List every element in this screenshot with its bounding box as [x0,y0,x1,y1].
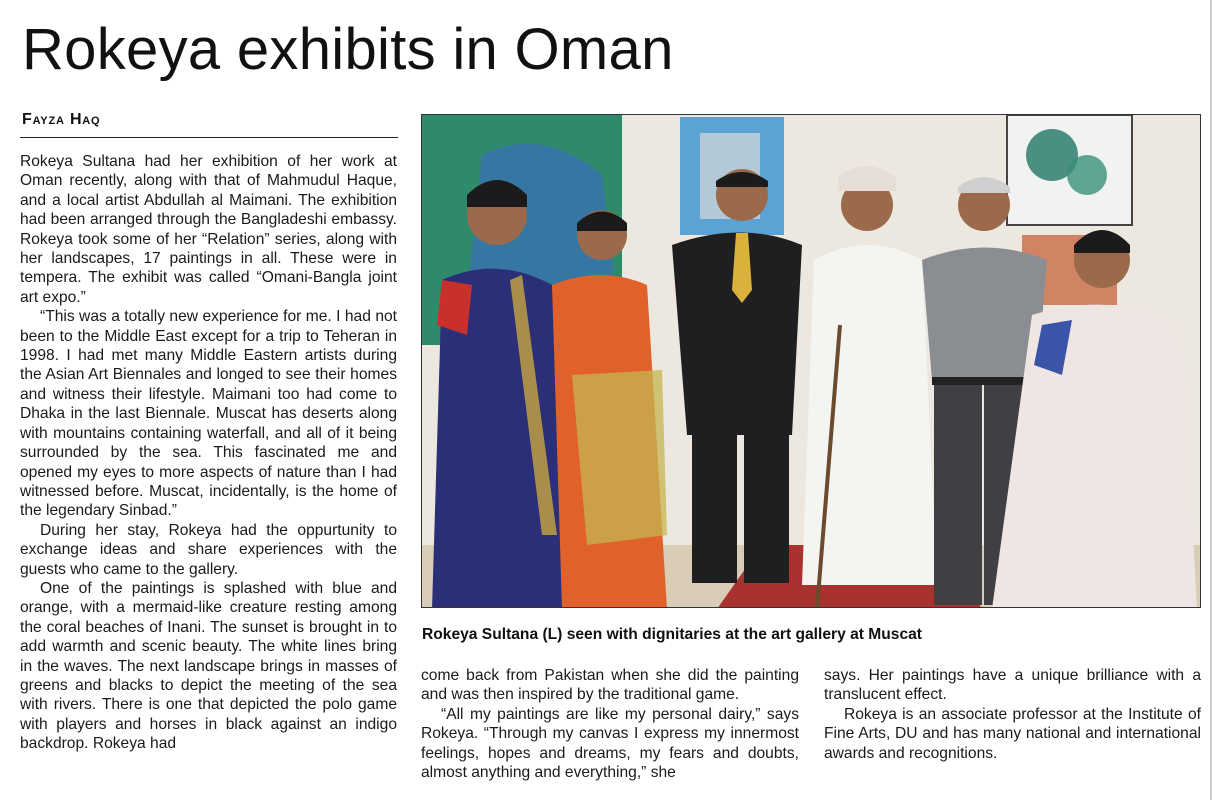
article-column-1 [20,152,397,754]
paragraph: come back from Pakistan when she did the painting and was then inspired by the traditional game. [421,667,799,704]
painting-flowers-bloom [1067,155,1107,195]
article-column-2 [421,666,799,782]
paragraph: Rokeya Sultana had her exhibition of her work at Oman recently, along with that of Mahmudul Haque, and a local artist Abdullah al Maimani. The exhibition had been arranged through the Bangladeshi embassy. Rokeya took some of her “Relation” series, along with her landscapes, 17 paintings in all. These were in tempera. The exhibit was called “Omani-Bangla joint art expo.” [20,153,397,306]
paragraph: “All my paintings are like my personal dairy,” says Rokeya. “Through my canvas I express my innermost feelings, hopes and dreams, my fears and doubts, almost anything and everything,” she [421,705,799,782]
paragraph: During her stay, Rokeya had the oppurtunity to exchange ideas and share experiences with the guests who came to the gallery. [20,521,397,578]
page-edge-rule [1210,0,1212,800]
paragraph: One of the paintings is splashed with blue and orange, with a mermaid-like creature resting among the coral beaches of Inani. The sunset is brought in to add warmth and scenic beauty. The white lines bring in the waves. The next landscape brings in masses of greens and blacks to depict the meeting of the sea with rivers. There is one that depicted the polo game with players and horses in black against an indigo backdrop. Rokeya had [20,579,397,753]
paragraph: “This was a totally new experience for me. I had not been to the Middle East except for a trip to Teheran in 1998. I had met many Middle Eastern artists during the Asian Art Biennales and longed to see their homes and witness their lifestyle. Maimani too had come to Dhaka in the last Biennale. Muscat has deserts along with mountains containing waterfall, and all of it being surrounded by the sea. This fascinated me and opened my eyes to more aspects of nature than I had witnessed before. Muscat, incidentally, is the home of the legendary Sinbad.” [20,308,397,520]
article-column-3 [824,666,1201,763]
paragraph: Rokeya is an associate professor at the Institute of Fine Arts, DU and has many national and international awards and recognitions. [824,705,1201,762]
byline-rule [20,137,398,138]
article-photo [421,114,1201,608]
photo-illustration [422,115,1201,608]
photo-caption: Rokeya Sultana (L) seen with dignitaries at the art gallery at Muscat [422,626,922,643]
headline: Rokeya exhibits in Oman [22,17,674,82]
byline: Fayza Haq [22,111,101,128]
paragraph: says. Her paintings have a unique brilliance with a translucent effect. [824,667,1201,704]
